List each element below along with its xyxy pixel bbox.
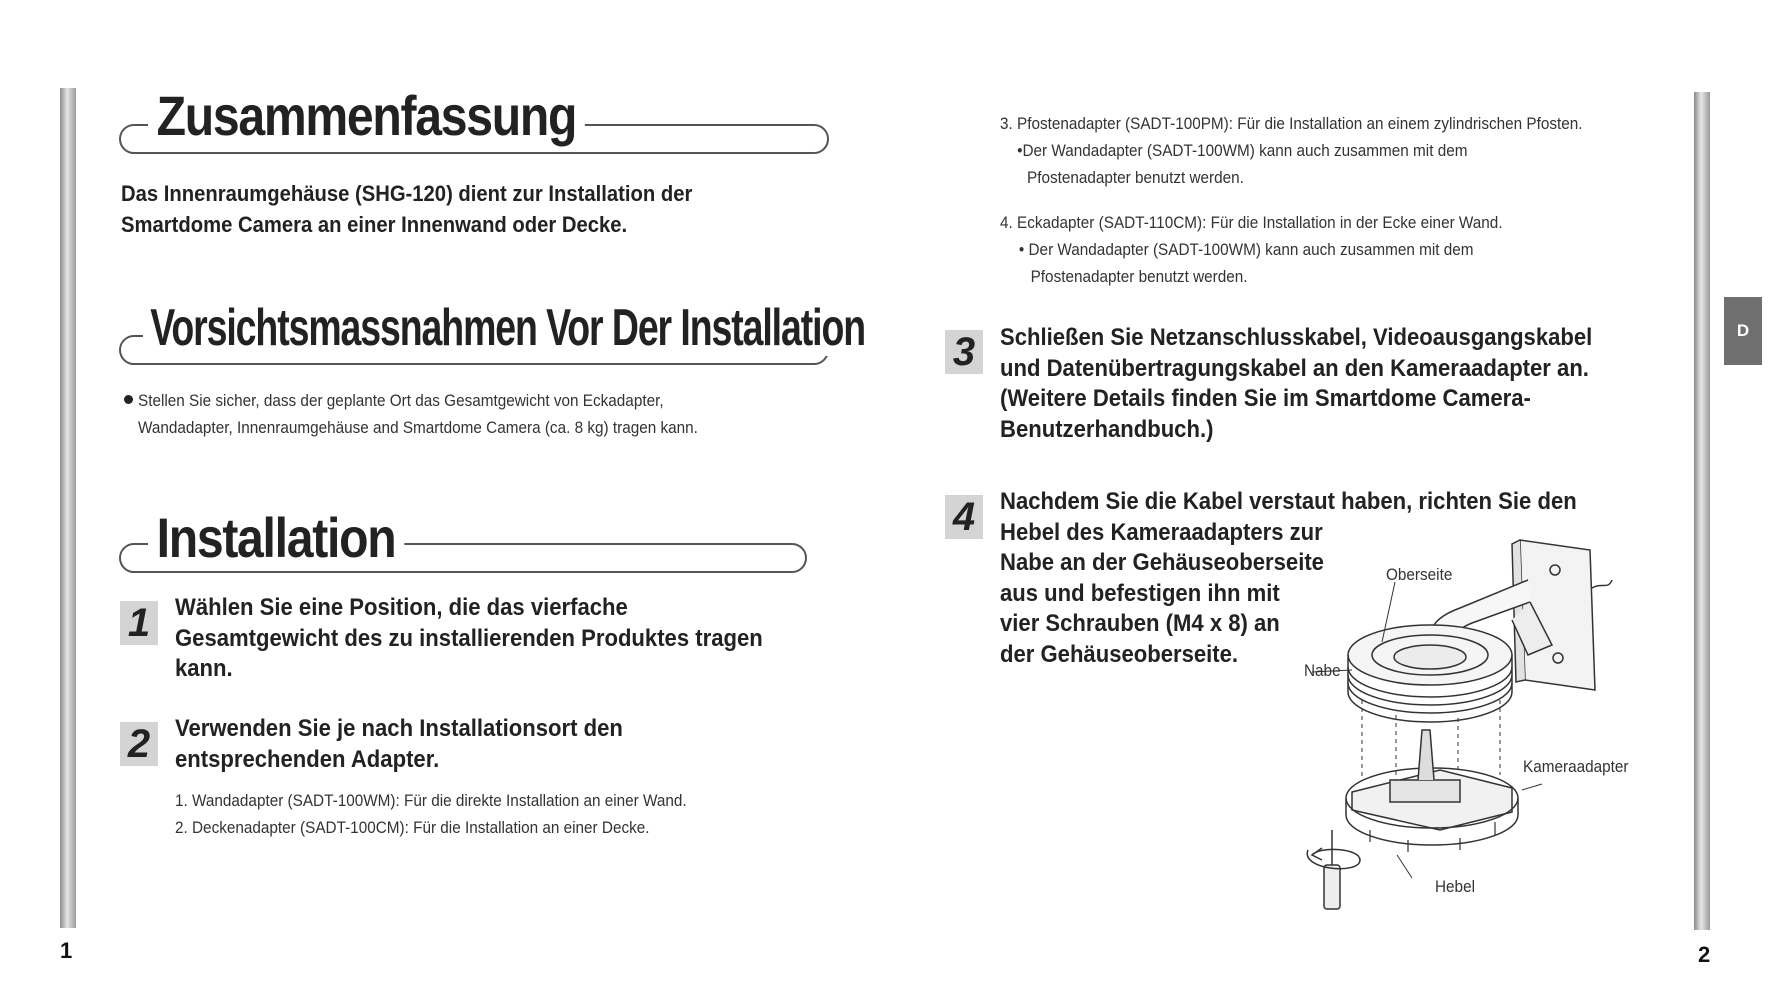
step-1-text	[175, 593, 819, 685]
adapter-item-1: 1. Wandadapter (SADT-100WM): Für die direkte Installation an einer Wand.	[175, 791, 687, 810]
label-lever: Hebel	[1435, 877, 1475, 896]
adapter-item-4-title: 4. Eckadapter (SADT-110CM): Für die Installation in der Ecke einer Wand.	[1000, 213, 1503, 232]
step-2-adapter-list	[175, 787, 687, 841]
step-1-line-2: Gesamtgewicht des zu installierenden Produktes tragen	[175, 624, 763, 652]
precautions-line-1: Stellen Sie sicher, dass der geplante Ort das Gesamtgewicht von Eckadapter,	[138, 391, 664, 410]
step-2-text	[175, 714, 819, 775]
adapter-item-4-note-2: Pfostenadapter benutzt werden.	[1030, 267, 1248, 286]
adapter-item-3-title: 3. Pfostenadapter (SADT-100PM): Für die Installation an einem zylindrischen Pfosten.	[1000, 114, 1583, 133]
step-4-line-2: Hebel des Kameraadapters zur	[1000, 518, 1323, 546]
precautions-line-2: Wandadapter, Innenraumgehäuse and Smartdome Camera (ca. 8 kg) tragen kann.	[138, 418, 698, 437]
step-3-number: 3	[945, 330, 983, 374]
step-2-line-2: entsprechenden Adapter.	[175, 745, 440, 773]
step-3-line-3: (Weitere Details finden Sie im Smartdome Camera-	[1000, 385, 1531, 412]
step-4-line-4: aus und befestigen ihn mit	[1000, 579, 1280, 607]
adapter-item-4-note-1: • Der Wandadapter (SADT-100WM) kann auch zusammen mit dem	[1018, 240, 1474, 259]
label-top: Oberseite	[1386, 565, 1453, 584]
left-binder-strip	[60, 88, 76, 928]
adapter-item-3-note-1: •Der Wandadapter (SADT-100WM) kann auch zusammen mit dem	[1017, 141, 1468, 160]
summary-text	[121, 178, 839, 240]
step-1-number: 1	[120, 601, 158, 645]
right-binder-strip	[1694, 92, 1710, 930]
page-number-right: 2	[1698, 942, 1711, 967]
step-4-line-6: der Gehäuseoberseite.	[1000, 640, 1239, 668]
precautions-bullet-icon	[124, 395, 133, 404]
summary-line-1: Das Innenraumgehäuse (SHG-120) dient zur Installation der	[121, 181, 693, 206]
adapter-item-2: 2. Deckenadapter (SADT-100CM): Für die Installation an einer Decke.	[175, 818, 650, 837]
installation-heading: Installation	[148, 508, 404, 568]
label-hub: Nabe	[1304, 661, 1341, 680]
summary-line-2: Smartdome Camera an einer Innenwand oder Decke.	[121, 212, 628, 237]
step-1-line-1: Wählen Sie eine Position, die das vierfache	[175, 594, 628, 621]
step-1-line-3: kann.	[175, 655, 233, 682]
page-number-left: 1	[60, 938, 73, 963]
step-3-line-2: und Datenübertragungskabel an den Kameraadapter an.	[1000, 354, 1589, 382]
precautions-heading: Vorsichtsmassnahmen Vor Der Installation	[143, 300, 872, 356]
screwdriver	[1324, 865, 1340, 909]
step-3-line-4: Benutzerhandbuch.)	[1000, 415, 1214, 443]
precautions-text	[138, 387, 698, 441]
step-3-text	[1000, 323, 1644, 445]
adapter-item-4	[1000, 209, 1503, 290]
summary-heading: Zusammenfassung	[148, 86, 585, 146]
language-tab: D	[1724, 297, 1762, 365]
step-3-line-1: Schließen Sie Netzanschlusskabel, Videoausgangskabel	[1000, 324, 1593, 351]
step-4-line-3: Nabe an der Gehäuseoberseite	[1000, 549, 1324, 576]
label-camera-adapter: Kameraadapter	[1523, 757, 1629, 776]
step-4-line-5: vier Schrauben (M4 x 8) an	[1000, 610, 1280, 637]
installation-diagram	[1290, 530, 1630, 920]
step-2-number: 2	[120, 722, 158, 766]
step-4-line-1: Nachdem Sie die Kabel verstaut haben, richten Sie den	[1000, 488, 1577, 515]
step-2-line-1: Verwenden Sie je nach Installationsort den	[175, 715, 623, 742]
adapter-item-3-note-2: Pfostenadapter benutzt werden.	[1027, 168, 1244, 187]
adapter-item-3	[1000, 110, 1583, 191]
step-4-number: 4	[945, 495, 983, 539]
